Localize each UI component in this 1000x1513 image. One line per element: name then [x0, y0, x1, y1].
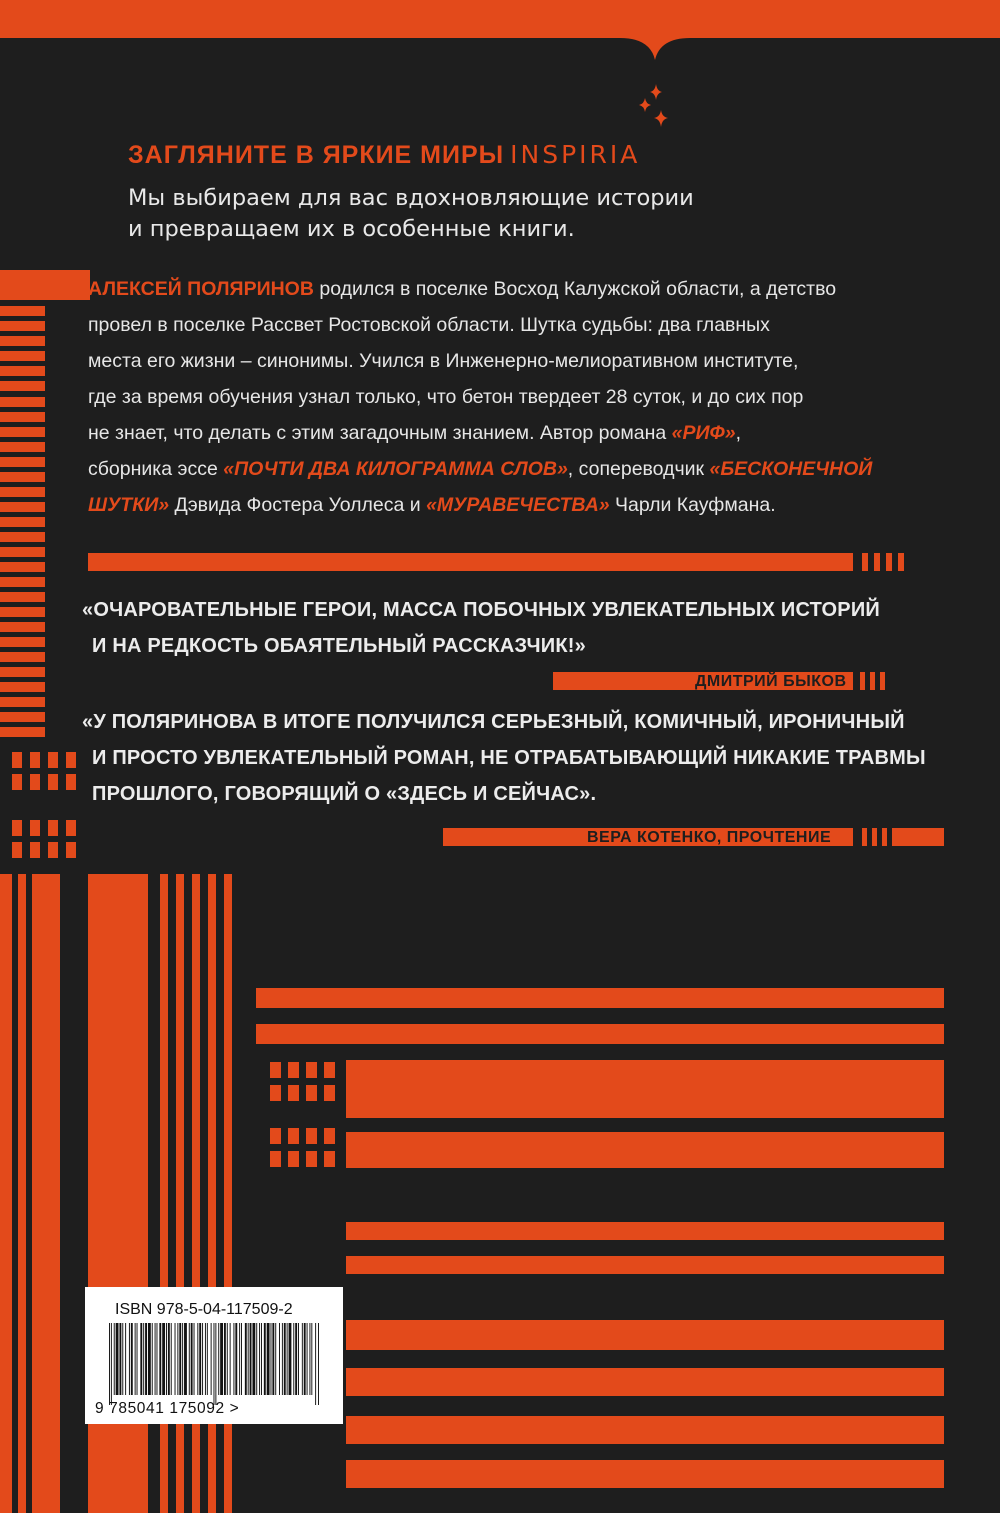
barcode-bar [289, 1323, 292, 1395]
barcode-bar [315, 1323, 316, 1405]
barcode-bar [155, 1323, 156, 1395]
barcode-bar [125, 1323, 126, 1395]
quote-2-line-1: «У ПОЛЯРИНОВА В ИТОГЕ ПОЛУЧИЛСЯ СЕРЬЕЗНЫЙ, КОМИЧНЫЙ, ИРОНИЧНЫЙ [82, 711, 905, 733]
author-name: АЛЕКСЕЙ ПОЛЯРИНОВ [88, 278, 314, 300]
barcode-bar [114, 1323, 115, 1395]
isbn-digits: 9 785041 175092 > [95, 1400, 240, 1417]
barcode-bar [109, 1323, 110, 1405]
barcode-bar [202, 1323, 203, 1395]
barcode-bar [182, 1323, 183, 1395]
barcode-bar [279, 1323, 280, 1395]
barcode-bar [261, 1323, 262, 1395]
barcode-bar [135, 1323, 136, 1395]
bio-line-5-after: , [735, 422, 742, 444]
barcode-bar [304, 1323, 306, 1395]
book-title-infinite-jest: «БЕСКОНЕЧНОЙ [709, 458, 873, 480]
barcode-bar [194, 1323, 195, 1395]
barcode-bar [171, 1323, 172, 1395]
barcode-bar [307, 1323, 308, 1395]
quote-1-tick [880, 672, 885, 690]
barcode-bar [129, 1323, 130, 1395]
book-title-infinite-jest-end: ШУТКИ» [88, 494, 170, 516]
barcode-bar [145, 1323, 147, 1395]
barcode-bar [252, 1323, 255, 1395]
book-title-antkind: «МУРАВЕЧЕСТВА» [426, 494, 610, 516]
bio-line-7-mid: Дэвида Фостера Уоллеса и [169, 494, 427, 516]
bio-line-6-mid: , сопереводчик [567, 458, 710, 480]
barcode-bar [122, 1323, 123, 1395]
barcode-bar [177, 1323, 178, 1395]
barcode-bar [166, 1323, 167, 1395]
barcode-bar [205, 1323, 206, 1395]
bio-line-1 [88, 271, 968, 307]
barcode-bar [250, 1323, 252, 1395]
quote-2-bar-end [892, 828, 944, 846]
quote-2-attribution: ВЕРА КОТЕНКО, ПРОЧТЕНИЕ [587, 829, 832, 846]
barcode-bar [233, 1323, 234, 1395]
tagline-line-2: и превращаем их в особенные книги. [128, 216, 575, 242]
brand-name: INSPIRIA [510, 140, 641, 169]
isbn-barcode-box [85, 1287, 343, 1424]
quote-2-tick [862, 828, 867, 846]
barcode-bar [199, 1323, 201, 1395]
barcode-bar [224, 1323, 226, 1395]
barcode-bar [230, 1323, 231, 1395]
barcode-bar [311, 1323, 312, 1395]
bio-line-4: где за время обучения узнал только, что бетон твердеет 28 суток, и до сих пор [88, 386, 804, 408]
author-bio [88, 271, 968, 523]
barcode-bar [175, 1323, 176, 1395]
barcode-bar [211, 1323, 212, 1395]
barcode-bar [227, 1323, 228, 1395]
brand-heading [128, 140, 640, 170]
barcode-bar [293, 1323, 294, 1395]
bio-line-7-end: Чарли Кауфмана. [609, 494, 776, 516]
barcode-bar [309, 1323, 310, 1395]
barcode-bar [275, 1323, 276, 1395]
quote-2-line-2: И ПРОСТО УВЛЕКАТЕЛЬНЫЙ РОМАН, НЕ ОТРАБАТЫВАЮЩИЙ НИКАКИЕ ТРАВМЫ [92, 747, 926, 769]
bio-line-1-text: родился в поселке Восход Калужской области, а детство [313, 278, 837, 300]
barcode [109, 1323, 321, 1409]
barcode-bar [302, 1323, 303, 1395]
barcode-bar [162, 1323, 165, 1395]
barcode-bar [245, 1323, 247, 1395]
bio-line-6-pre: сборника эссе [88, 458, 224, 480]
barcode-bar [318, 1323, 319, 1405]
barcode-bar [220, 1323, 223, 1395]
barcode-bar [140, 1323, 142, 1395]
tagline-line-1: Мы выбираем для вас вдохновляющие истории [128, 185, 694, 211]
quote-2-line-3: ПРОШЛОГО, ГОВОРЯЩИЙ О «ЗДЕСЬ И СЕЙЧАС». [92, 783, 597, 805]
barcode-bar [207, 1323, 208, 1395]
barcode-bar [256, 1323, 257, 1395]
top-banner [0, 0, 1000, 60]
isbn-label: ISBN 978-5-04-117509-2 [115, 1301, 293, 1318]
barcode-bar [168, 1323, 170, 1395]
barcode-bar [111, 1323, 112, 1405]
barcode-bar [264, 1323, 266, 1395]
barcode-bar [218, 1323, 219, 1395]
barcode-bar [148, 1323, 151, 1395]
bio-line-6 [88, 451, 968, 487]
bio-line-5 [88, 415, 968, 451]
barcode-bar [214, 1323, 215, 1405]
barcode-bar [282, 1323, 283, 1395]
barcode-bar [215, 1323, 216, 1405]
sparkle-stars-icon [636, 84, 676, 136]
barcode-bar [267, 1323, 270, 1395]
barcode-bar [143, 1323, 144, 1395]
barcode-bar [235, 1323, 237, 1395]
barcode-bar [298, 1323, 299, 1395]
barcode-bar [157, 1323, 158, 1395]
quote-1-tick [860, 672, 865, 690]
bio-line-7 [88, 487, 968, 523]
quote-2-tick [872, 828, 877, 846]
quote-1-line-1: «ОЧАРОВАТЕЛЬНЫЕ ГЕРОИ, МАССА ПОБОЧНЫХ УВЛЕКАТЕЛЬНЫХ ИСТОРИЙ [82, 599, 881, 621]
barcode-bar [284, 1323, 286, 1395]
barcode-bar [184, 1323, 187, 1395]
barcode-bar [119, 1323, 121, 1395]
brand-heading-text: ЗАГЛЯНИТЕ В ЯРКИЕ МИРЫ [128, 141, 505, 169]
quote-1 [82, 592, 880, 664]
brand-tagline [128, 183, 694, 245]
barcode-bar [152, 1323, 153, 1395]
quote-1-tick [870, 672, 875, 690]
barcode-bar [259, 1323, 260, 1395]
barcode-bar [191, 1323, 193, 1395]
bio-line-5-text: не знает, что делать с этим загадочным знанием. Автор романа [88, 422, 672, 444]
bio-line-2: провел в поселке Рассвет Ростовской области. Шутка судьбы: два главных [88, 314, 770, 336]
barcode-bar [131, 1323, 133, 1395]
quote-2-tick [882, 828, 887, 846]
bio-line-3: места его жизни – синонимы. Учился в Инженерно-мелиоративном институте, [88, 350, 799, 372]
quote-2 [82, 704, 926, 812]
barcode-bar [287, 1323, 288, 1395]
barcode-bar [189, 1323, 190, 1395]
barcode-bar [295, 1323, 297, 1395]
barcode-bar [179, 1323, 181, 1395]
barcode-bar [137, 1323, 138, 1395]
barcode-bar [116, 1323, 119, 1395]
barcode-bar [271, 1323, 272, 1395]
barcode-bar [159, 1323, 161, 1395]
barcode-bar [241, 1323, 242, 1395]
quote-1-attribution: ДМИТРИЙ БЫКОВ [695, 673, 847, 690]
barcode-bar [197, 1323, 198, 1395]
quote-1-line-2: И НА РЕДКОСТЬ ОБАЯТЕЛЬНЫЙ РАССКАЗЧИК!» [92, 635, 586, 657]
barcode-bar [272, 1323, 274, 1395]
book-title-rif: «РИФ» [671, 422, 736, 444]
book-title-essays: «ПОЧТИ ДВА КИЛОГРАММА СЛОВ» [223, 458, 568, 480]
barcode-bar [239, 1323, 240, 1395]
barcode-bar [248, 1323, 249, 1395]
